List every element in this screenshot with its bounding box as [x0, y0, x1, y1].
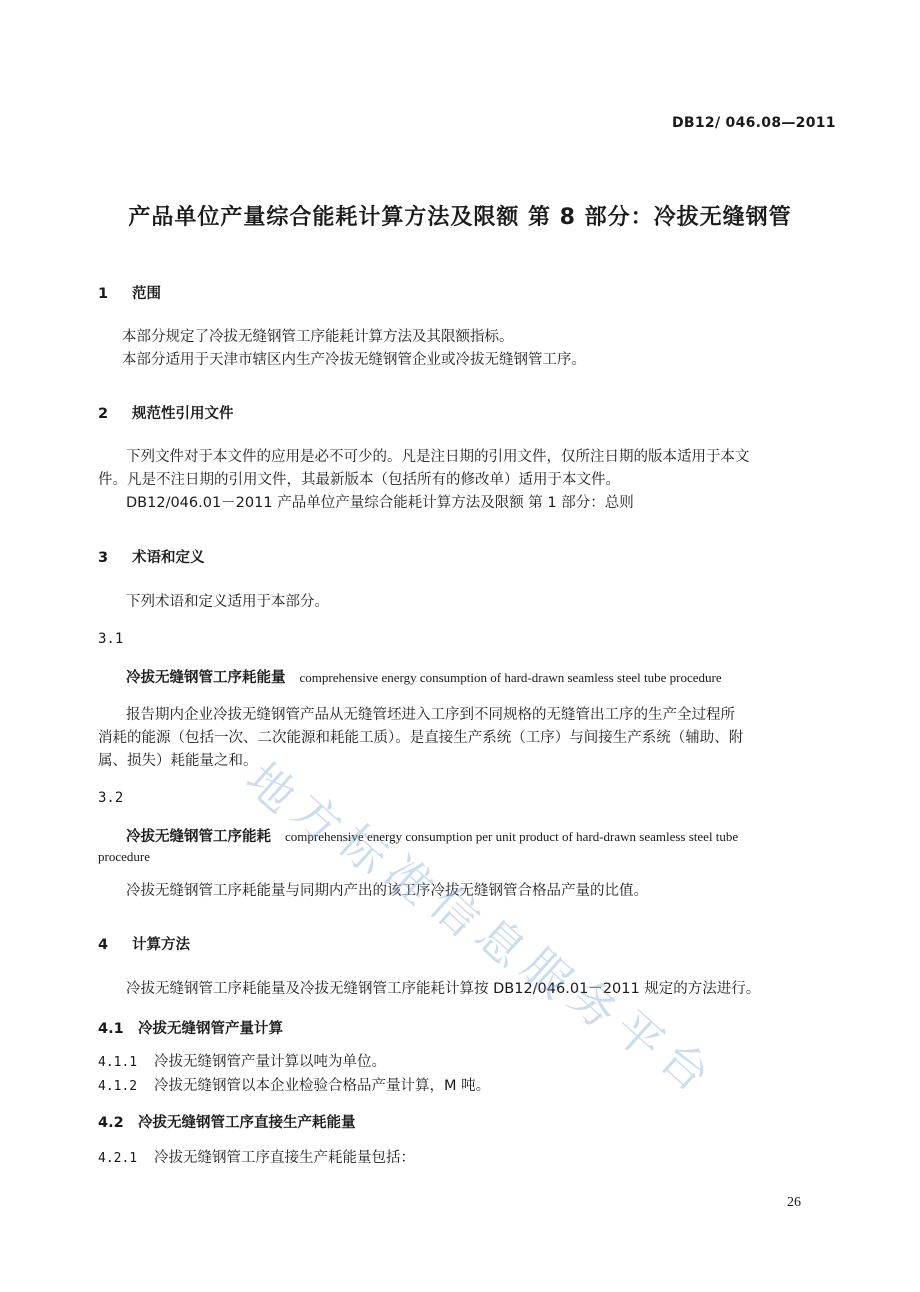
term-entry [126, 666, 722, 687]
paragraph: 下列术语和定义适用于本部分。 [126, 594, 329, 610]
clause-number: 3.2 [98, 790, 124, 806]
watermark-char: 地 [235, 751, 307, 823]
section-number: 3 [98, 550, 109, 566]
paragraph-line: 下列文件对于本文件的应用是必不可少的。凡是注日期的引用文件，仅所注日期的版本适用于本文 [126, 449, 750, 465]
page-title: 产品单位产量综合能耗计算方法及限额 第 8 部分：冷拔无缝钢管 [128, 205, 792, 230]
term-chinese: 冷拔无缝钢管工序能耗 [126, 829, 271, 845]
term-entry [126, 825, 738, 846]
section-1-heading [98, 282, 161, 303]
list-item [98, 1074, 490, 1095]
subsection-title: 冷拔无缝钢管工序直接生产耗能量 [138, 1115, 356, 1131]
watermark-char: 准 [373, 844, 445, 916]
section-title: 术语和定义 [132, 550, 205, 566]
paragraph: 本部分规定了冷拔无缝钢管工序能耗计算方法及其限额指标。 [122, 329, 514, 345]
definition-line: 报告期内企业冷拔无缝钢管产品从无缝管坯进入工序到不同规格的无缝管出工序的生产全过程所 [126, 707, 735, 723]
item-number: 4.1.1 [98, 1055, 138, 1070]
section-title: 规范性引用文件 [132, 406, 234, 422]
section-2-heading [98, 402, 234, 423]
watermark-char: 息 [465, 906, 537, 978]
list-item [98, 1050, 386, 1071]
watermark-char: 服 [511, 937, 583, 1009]
watermark-char: 方 [281, 782, 353, 854]
definition-line: 属、损失）耗能量之和。 [98, 753, 258, 769]
clause-number: 3.1 [98, 631, 124, 647]
section-title: 计算方法 [132, 937, 190, 953]
watermark-char: 务 [557, 968, 629, 1040]
term-english: comprehensive energy consumption per unit product of hard-drawn seamless steel tube [285, 829, 739, 844]
section-number: 4 [98, 937, 109, 953]
watermark-char: 平 [603, 999, 675, 1071]
paragraph-line: 件。凡是不注日期的引用文件，其最新版本（包括所有的修改单）适用于本文件。 [98, 472, 620, 488]
page-number: 26 [787, 1195, 801, 1210]
subsection-number: 4.2 [98, 1115, 124, 1131]
normative-reference: DB12/046.01－2011 产品单位产量综合能耗计算方法及限额 第 1 部分：总则 [126, 495, 634, 511]
term-english-continued: procedure [98, 849, 150, 864]
item-text: 冷拔无缝钢管产量计算以吨为单位。 [154, 1054, 386, 1070]
section-number: 2 [98, 406, 109, 422]
paragraph: 冷拔无缝钢管工序耗能量及冷拔无缝钢管工序能耗计算按 DB12/046.01－2011 规定的方法进行。 [126, 981, 761, 997]
definition-line: 消耗的能源（包括一次、二次能源和耗能工质）。是直接生产系统（工序）与间接生产系统（辅助、附 [98, 730, 744, 746]
watermark-char: 标 [327, 813, 399, 885]
subsection-4-2-heading [98, 1111, 356, 1132]
term-chinese: 冷拔无缝钢管工序耗能量 [126, 670, 286, 686]
list-item [98, 1146, 415, 1167]
section-number: 1 [98, 286, 109, 302]
watermark-char: 台 [649, 1030, 721, 1102]
item-text: 冷拔无缝钢管工序直接生产耗能量包括： [154, 1150, 415, 1166]
definition: 冷拔无缝钢管工序耗能量与同期内产出的该工序冷拔无缝钢管合格品产量的比值。 [126, 883, 648, 899]
paragraph: 本部分适用于天津市辖区内生产冷拔无缝钢管企业或冷拔无缝钢管工序。 [122, 352, 586, 368]
watermark-char: 信 [419, 875, 491, 947]
section-title: 范围 [132, 286, 161, 302]
item-number: 4.2.1 [98, 1151, 138, 1166]
section-4-heading [98, 933, 190, 954]
term-english: comprehensive energy consumption of hard-drawn seamless steel tube procedure [299, 670, 722, 685]
item-text: 冷拔无缝钢管以本企业检验合格品产量计算，M 吨。 [154, 1078, 491, 1094]
item-number: 4.1.2 [98, 1079, 138, 1094]
subsection-title: 冷拔无缝钢管产量计算 [138, 1021, 283, 1037]
document-number: DB12/ 046.08—2011 [672, 115, 836, 131]
subsection-number: 4.1 [98, 1021, 124, 1037]
subsection-4-1-heading [98, 1017, 283, 1038]
section-3-heading [98, 546, 205, 567]
